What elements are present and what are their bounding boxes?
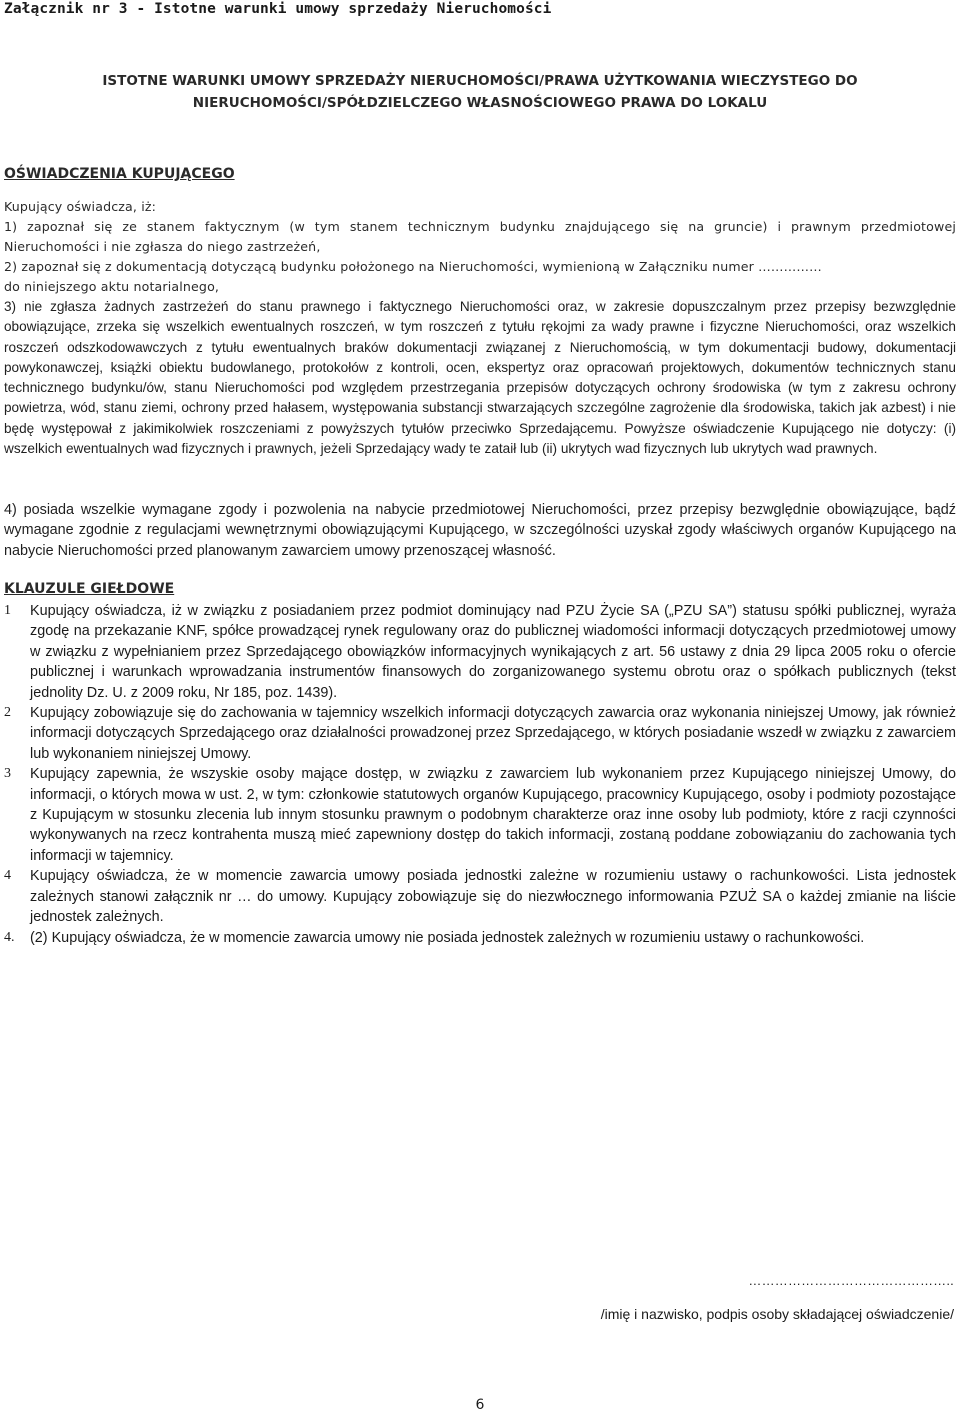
list-item — [4, 703, 956, 764]
stock-exchange-clauses — [4, 601, 956, 948]
buyer-statements-part-1 — [4, 197, 956, 297]
main-title-line-1: ISTOTNE WARUNKI UMOWY SPRZEDAŻY NIERUCHOMOŚCI/PRAWA UŻYTKOWANIA WIECZYSTEGO DO — [102, 73, 858, 89]
list-item-number: 2 — [4, 705, 11, 721]
list-item — [4, 601, 956, 703]
main-title — [0, 70, 960, 114]
signature-label: /imię i nazwisko, podpis osoby składającej oświadczenie/ — [600, 1306, 954, 1322]
list-item-number: 4. — [4, 929, 15, 945]
buyer-statement-point-1: 1) zapoznał się ze stanem faktycznym (w tym stanem technicznym budynku znajdującego się na gruncie) i prawnym przedmiotowej Nieruchomości i nie zgłasza do niego zastrzeżeń, — [4, 219, 956, 254]
buyer-statement-point-4: 4) posiada wszelkie wymagane zgody i pozwolenia na nabycie przedmiotowej Nieruchomości, przez przepisy bezwględnie obowiązujące, bądź wymagane zgodnie z regulacjami wewnętrznymi obowiązującymi Kupującego, w szczególności uzyskał zgody właściwych organów Kupującego na nabycie Nieruchomości przed planowanym zawarciem umowy przenoszącej własność. — [4, 502, 956, 559]
buyer-statement-point-3: 3) nie zgłasza żadnych zastrzeżeń do stanu prawnego i faktycznego Nieruchomości oraz, w zakresie dopuszczalnym przez przepisy bezwzględnie obowiązujące, zrzeka się wszelkich ewentualnych roszczeń, w tym roszczeń z tytułu rękojmi za wady prawne i fizyczne Nieruchomości, oraz wszelkich roszczeń odszkodowawczych z tytułu ewentualnych braków dokumentacji związanej z Nieruchomością, w tym dokumentacji budowy, dokumentacji powykonawczej, książki obiektu budowlanego, protokołów z kontroli, ocen, ekspertyz oraz opracowań projektowych, dokumentów technicznych stanu technicznego budynku/ów, stanu Nieruchomości pod względem przestrzegania przepisów dotyczących ochrony środowiska (w tym z zakresu ochrony powietrza, wód, stanu ziemi, ochrony przed hałasem, występowania substancji stwarzających szczególne zagrożenie dla środowiska, takich jak azbest) i nie będę występował z jakimikolwiek roszczeniami z powyższych tytułów przeciwko Sprzedającemu. Powyższe oświadczenie Kupującego nie dotyczy: (i) wszelkich ewentualnych wad fizycznych i prawnych, jeżeli Sprzedający wady te zataił lub (ii) ukrytych wad fizycznych lub ukrytych wad prawnych. — [4, 299, 956, 457]
list-item — [4, 764, 956, 866]
list-item — [4, 866, 956, 927]
buyer-statements-intro: Kupujący oświadcza, iż: — [4, 199, 157, 214]
list-item-text: Kupujący zobowiązuje się do zachowania w tajemnicy wszelkich informacji dotyczących zawarcia oraz wykonania niniejszej Umowy, jak również informacji dotyczących Sprzedającego oraz działalności prowadzonej przez Sprzedającego, w których posiadanie wszedł w związku z zawarciem lub wykonaniem niniejszej Umowy. — [30, 705, 956, 762]
list-item-number: 4 — [4, 868, 11, 884]
list-item-text: (2) Kupujący oświadcza, że w momencie zawarcia umowy nie posiada jednostek zależnych w rozumieniu ustawy o rachunkowości. — [30, 929, 865, 946]
main-title-line-2: NIERUCHOMOŚCI/SPÓŁDZIELCZEGO WŁASNOŚCIOWEGO PRAWA DO LOKALU — [192, 95, 768, 111]
annex-title: Załącznik nr 3 - Istotne warunki umowy sprzedaży Nieruchomości — [4, 1, 552, 17]
signature-line: ……………………………………….. — [748, 1273, 954, 1288]
buyer-statement-point-2: 2) zapoznał się z dokumentacją dotyczącą budynku położonego na Nieruchomości, wymienioną w Załączniku numer …………… — [4, 259, 822, 274]
list-item-text: Kupujący oświadcza, iż w związku z posiadaniem przez podmiot dominujący nad PZU Życie SA („PZU SA”) statusu spółki publicznej, wyraża zgodę na przekazanie KNF, spółce prowadzącej rynek regulowany oraz do publicznej wiadomości informacji dotyczących przedmiotowej umowy w związku z wypełnianiem przez Sprzedającego obowiązków informacyjnych wynikających z art. 56 ustawy z dnia 29 lipca 2005 roku o ofercie publicznej i warunkach wprowadzania instrumentów finansowych do zorganizowanego systemu obrotu oraz o spółkach publicznych (tekst jednolity Dz. U. z 2009 roku, Nr 185, poz. 1439). — [30, 603, 956, 701]
list-item-text: Kupujący zapewnia, że wszyskie osoby mające dostęp, w związku z zawarciem lub wykonaniem przez Kupującego niniejszej Umowy, do informacji, o których mowa w ust. 2, w tym: członkowie statutowych organów Kupującego, pracownicy Kupującego, osoby i podmioty pozostające z Kupującym w stosunku zlecenia lub innym stosunku prawnym o podobnym charakterze oraz inne osoby lub podmioty, które z racji czynności wykonywanych na rzecz kontrahenta muszą mieć zapewniony dostęp do takich informacji, zostaną poddane zobowiązaniu do zachowania tych informacji w tajemnicy. — [30, 766, 956, 864]
stock-exchange-heading: KLAUZULE GIEŁDOWE — [4, 581, 175, 597]
buyer-statement-point-2-cont: do niniejszego aktu notarialnego, — [4, 279, 220, 294]
page-number: 6 — [475, 1397, 485, 1413]
list-item-number: 1 — [4, 603, 11, 618]
list-item-number: 3 — [4, 766, 11, 782]
list-item — [4, 928, 956, 948]
buyer-statements-heading: OŚWIADCZENIA KUPUJĄCEGO — [4, 166, 235, 182]
list-item-text: Kupujący oświadcza, że w momencie zawarcia umowy posiada jednostki zależne w rozumieniu ustawy o rachunkowości. Lista jednostek zależnych stanowi załącznik nr … do umowy. Kupujący zobowiązuje się do niezwłocznego informowania PZUŻ SA o każdej zmianie na liście jednostek zależnych. — [30, 868, 956, 926]
